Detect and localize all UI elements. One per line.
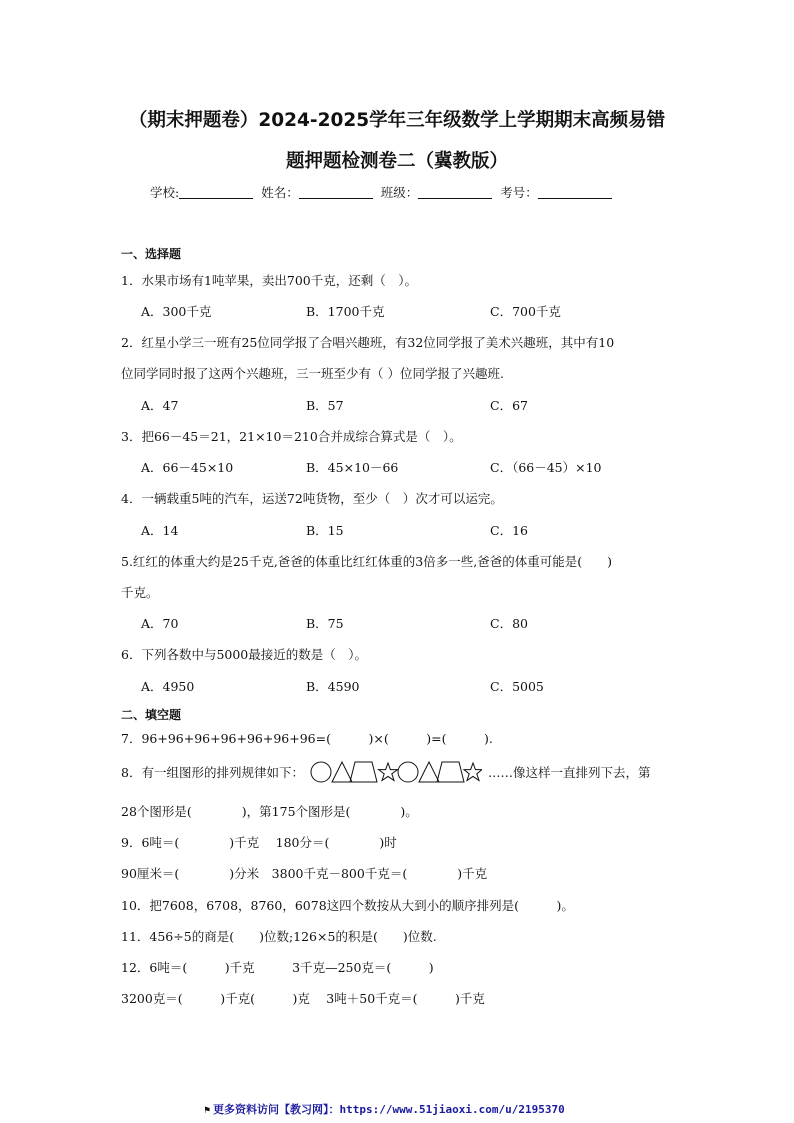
number-label: 考号： [500,185,538,200]
shape-sequence-figure [310,761,482,783]
q5-option-a[interactable]: A．70 [141,616,179,631]
number-blank[interactable] [538,186,612,199]
question-12-line2: 3200克＝( )千克( )克 3吨＋50千克＝( )千克 [121,991,485,1006]
question-8-stem-line2: 28个图形是( )，第175个图形是( )。 [121,804,418,819]
q8-stem-part-b: ……像这样一直排列下去，第 [487,765,651,780]
q3-option-b[interactable]: B．45×10－66 [306,460,399,475]
footer-text: 更多资料访问【教习网】：https://www.51jiaoxi.com/u/2195370 [213,1103,565,1116]
q2-option-a[interactable]: A．47 [141,398,179,413]
q6-option-a[interactable]: A．4950 [141,679,195,694]
school-label: 学校: [150,185,180,200]
page-title-line1: （期末押题卷）2024-2025学年三年级数学上学期期末高频易错 [128,110,666,131]
question-6-stem: 6．下列各数中与5000最接近的数是（ ）。 [121,647,368,662]
q8-stem-part-a: 8．有一组图形的排列规律如下： [121,765,304,780]
question-5-stem-line2: 千克。 [121,585,159,600]
question-11-stem: 11．456÷5的商是( )位数;126×5的积是( )位数. [121,929,437,944]
star-shape-2 [464,763,482,781]
question-10-stem: 10．把7608，6708，8760，6078这四个数按从大到小的顺序排列是( )。 [121,898,574,913]
question-2-stem-line1: 2．红星小学三一班有25位同学报了合唱兴趣班，有32位同学报了美术兴趣班，其中有10 [121,335,615,350]
section-heading-choice: 一、选择题 [121,247,182,261]
q4-option-c[interactable]: C．16 [490,523,528,538]
question-3-stem: 3．把66－45＝21，21×10＝210合并成综合算式是（ ）。 [121,429,462,444]
triangle-shape-1 [332,762,352,782]
circle-shape-1 [311,762,331,782]
trapezoid-shape-2 [437,762,464,782]
q1-option-c[interactable]: C．700千克 [490,304,561,319]
circle-shape-2 [398,762,418,782]
question-4-stem: 4．一辆载重5吨的汽车，运送72吨货物，至少（ ）次才可以运完。 [121,491,503,506]
question-5-stem-line1: 5.红红的体重大约是25千克,爸爸的体重比红红体重的3倍多一些,爸爸的体重可能是( ) [121,554,612,569]
question-9-line2: 90厘米＝( )分米 3800千克－800千克＝( )千克 [121,866,488,881]
question-1-stem: 1．水果市场有1吨苹果，卖出700千克，还剩（ ）。 [121,273,418,288]
flag-icon: ⚑ [204,1105,211,1116]
q5-option-b[interactable]: B．75 [306,616,344,631]
school-blank[interactable] [179,186,253,199]
footer-link[interactable] [204,1101,565,1117]
question-9-line1: 9．6吨＝( )千克 180分＝( )时 [121,835,397,850]
q6-option-c[interactable]: C．5005 [490,679,544,694]
q3-option-c[interactable]: C．（66－45）×10 [490,460,602,475]
name-label: 姓名： [261,185,299,200]
q1-option-b[interactable]: B．1700千克 [306,304,385,319]
student-info-row [150,183,670,201]
q3-option-a[interactable]: A．66－45×10 [141,460,234,475]
name-blank[interactable] [299,186,373,199]
question-8-stem-line1 [121,761,650,783]
q4-option-b[interactable]: B．15 [306,523,344,538]
question-2-stem-line2: 位同学同时报了这两个兴趣班，三一班至少有（ ）位同学报了兴趣班. [121,366,504,381]
q6-option-b[interactable]: B．4590 [306,679,360,694]
q1-option-a[interactable]: A．300千克 [141,304,212,319]
q5-option-c[interactable]: C．80 [490,616,528,631]
star-shape-1 [378,763,397,781]
question-12-line1: 12．6吨＝( )千克 3千克—250克＝( ) [121,960,434,975]
class-blank[interactable] [418,186,492,199]
trapezoid-shape-1 [350,762,377,782]
class-label: 班级： [380,185,419,200]
question-7-stem: 7．96+96+96+96+96+96+96=( )×( )=( ). [121,731,493,746]
q2-option-b[interactable]: B．57 [306,398,344,413]
section-heading-fill: 二、填空题 [121,708,182,722]
q2-option-c[interactable]: C．67 [490,398,528,413]
q4-option-a[interactable]: A．14 [141,523,179,538]
page-title-line2: 题押题检测卷二（冀教版） [285,151,508,172]
triangle-shape-2 [419,762,439,782]
